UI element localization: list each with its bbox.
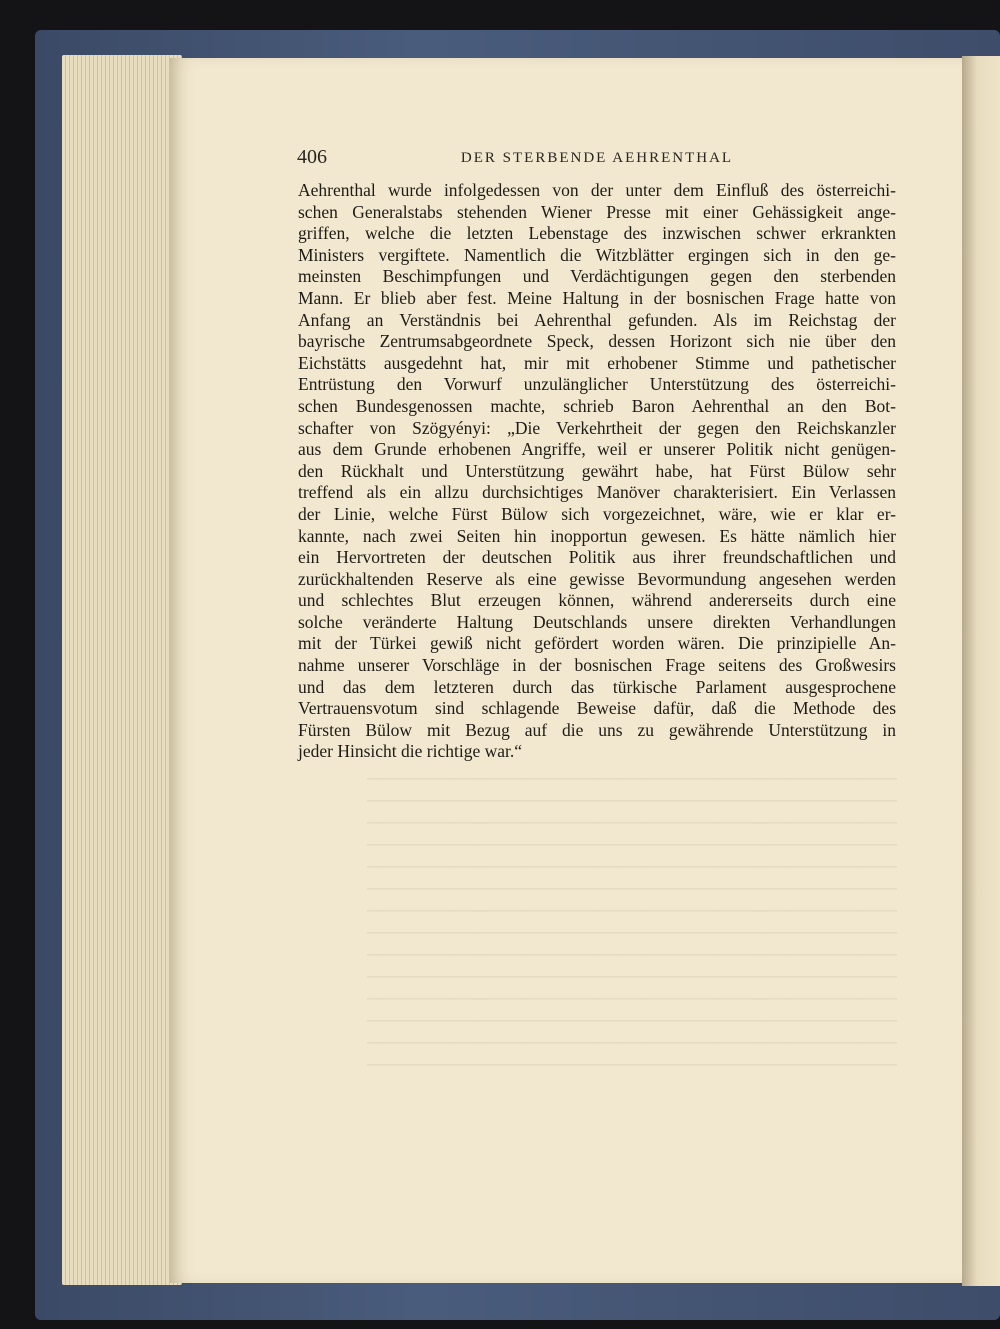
text-line: den Rückhalt und Unterstützung gewährt habe, hat Fürst Bülow sehr: [298, 460, 896, 481]
text-line: und das dem letzteren durch das türkische Parlament ausgesprochene: [298, 676, 896, 697]
text-line: Ministers vergiftete. Namentlich die Witzblätter ergingen sich in den ge-: [298, 244, 896, 265]
text-line: Aehrenthal wurde infolgedessen von der unter dem Einfluß des österreichi-: [298, 180, 896, 200]
text-line: Eichstätts ausgedehnt hat, mir mit erhobener Stimme und pathetischer: [298, 352, 896, 373]
text-line: und schlechtes Blut erzeugen können, während andererseits durch eine: [298, 590, 896, 611]
text-line: zurückhaltenden Reserve als eine gewisse Bevormundung angesehen werden: [298, 568, 896, 589]
text-line: treffend als ein allzu durchsichtiges Manöver charakterisiert. Ein Verlassen: [298, 482, 896, 503]
text-line: kannte, nach zwei Seiten hin inopportun gewesen. Es hätte nämlich hier: [298, 525, 896, 546]
text-line: der Linie, welche Fürst Bülow sich vorgezeichnet, wäre, wie er klar er-: [298, 503, 896, 524]
text-line: schafter von Szögyényi: „Die Verkehrtheit der gegen den Reichskanzler: [298, 417, 896, 438]
body-text: [298, 180, 896, 763]
page-number: 406: [297, 146, 327, 168]
text-line: aus dem Grunde erhobenen Angriffe, weil er unserer Politik nicht genügen-: [298, 439, 896, 460]
text-line: Vertrauensvotum sind schlagende Beweise dafür, daß die Methode des: [298, 698, 896, 719]
text-line: Mann. Er blieb aber fest. Meine Haltung in der bosnischen Frage hatte von: [298, 287, 896, 308]
text-line: Entrüstung den Vorwurf unzulänglicher Unterstützung des österreichi-: [298, 374, 896, 395]
text-line: schen Generalstabs stehenden Wiener Presse mit einer Gehässigkeit ange-: [298, 201, 896, 222]
page-header: [297, 142, 897, 170]
text-line: ein Hervortreten der deutschen Politik aus ihrer freundschaftlichen und: [298, 547, 896, 568]
running-head: DER STERBENDE AEHRENTHAL: [460, 150, 734, 166]
text-line: solche veränderte Haltung Deutschlands unsere direkten Verhandlungen: [298, 611, 896, 632]
text-line: jeder Hinsicht die richtige war.“: [298, 741, 523, 762]
facing-page-edge: [962, 56, 1000, 1286]
text-line: griffen, welche die letzten Lebenstage des inzwischen schwer erkrankten: [298, 223, 896, 244]
text-line: Anfang an Verständnis bei Aehrenthal gefunden. Als im Reichstag der: [298, 309, 896, 330]
text-line: nahme unserer Vorschläge in der bosnischen Frage seitens des Großwesirs: [298, 655, 896, 676]
text-line: schen Bundesgenossen machte, schrieb Baron Aehrenthal an den Bot-: [298, 395, 896, 416]
text-line: mit der Türkei gewiß nicht gefördert worden wären. Die prinzipielle An-: [298, 633, 896, 654]
text-line: bayrische Zentrumsabgeordnete Speck, dessen Horizont sich nie über den: [298, 331, 896, 352]
text-line: meinsten Beschimpfungen und Verdächtigungen gegen den sterbenden: [298, 266, 896, 287]
text-line: Fürsten Bülow mit Bezug auf die uns zu gewährende Unterstützung in: [298, 719, 896, 740]
page-edges: [62, 55, 182, 1285]
